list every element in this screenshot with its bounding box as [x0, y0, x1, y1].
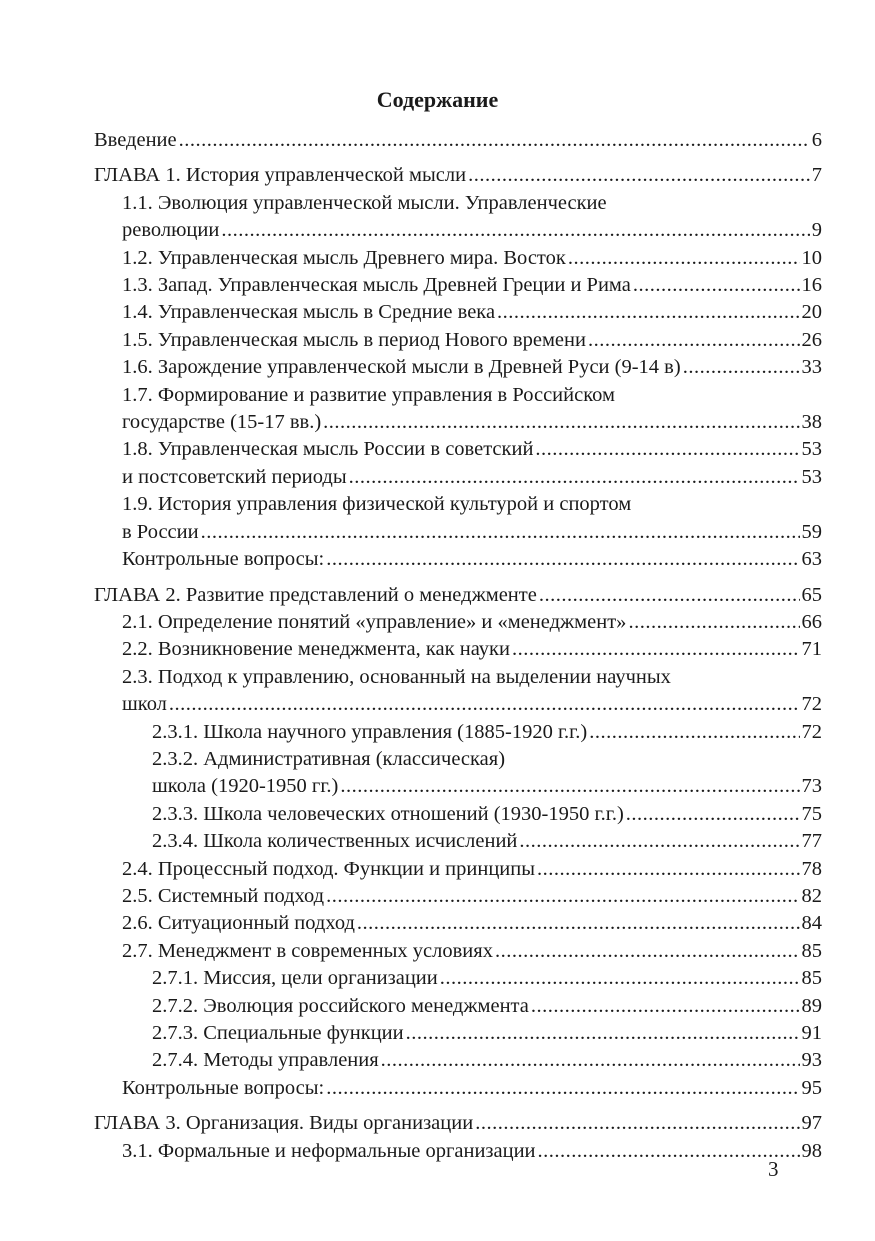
toc-entry-title: в России — [122, 520, 199, 543]
dot-leader — [381, 1047, 800, 1074]
toc-entry[interactable] — [94, 746, 822, 801]
dot-leader — [683, 354, 800, 381]
toc-entry-row — [94, 354, 822, 381]
toc-entry[interactable] — [94, 993, 822, 1020]
dot-leader — [326, 883, 799, 910]
toc-entry-title: Контрольные вопросы: — [122, 548, 325, 571]
toc-entry-page: 93 — [801, 1049, 822, 1072]
toc-entry-page: 20 — [801, 301, 822, 324]
dot-leader — [589, 719, 799, 746]
toc-entry-title: 2.3.3. Школа человеческих отношений (1930-1950 г.г.) — [152, 802, 624, 825]
toc-entry[interactable] — [94, 883, 822, 910]
toc-entry-row — [94, 1020, 822, 1047]
toc-entry-row — [94, 217, 822, 244]
toc-entry-title: 2.7.2. Эволюция российского менеджмента — [152, 994, 529, 1017]
toc-entry-title: 1.2. Управленческая мысль Древнего мира. Восток — [122, 246, 566, 269]
toc-entry-row — [94, 856, 822, 883]
toc-entry-row — [94, 910, 822, 937]
toc-entry-page: 7 — [811, 164, 822, 187]
dot-leader — [340, 773, 799, 800]
toc-entry[interactable] — [94, 272, 822, 299]
toc-entry-page: 65 — [801, 583, 822, 606]
toc-entry-page: 77 — [801, 830, 822, 853]
toc-entry-row — [94, 828, 822, 855]
toc-entry-row — [94, 436, 822, 463]
toc-entry-page: 53 — [801, 465, 822, 488]
toc-entry[interactable] — [94, 382, 822, 437]
dot-leader — [440, 965, 800, 992]
toc-entry-title: 1.6. Зарождение управленческой мысли в Древней Руси (9-14 в) — [122, 356, 681, 379]
toc-entry[interactable] — [94, 162, 822, 189]
toc-entry-title-line: 1.9. История управления физической культурой и спортом — [122, 493, 632, 516]
toc-entry-page: 10 — [801, 246, 822, 269]
toc-entry-page: 85 — [801, 939, 822, 962]
toc-entry-row — [94, 965, 822, 992]
toc-entry[interactable] — [94, 965, 822, 992]
toc-entry-page: 63 — [801, 548, 822, 571]
toc-entry-title: 2.3.1. Школа научного управления (1885-1920 г.г.) — [152, 720, 588, 743]
dot-leader — [357, 910, 800, 937]
toc-entry[interactable] — [94, 190, 822, 245]
dot-leader — [628, 609, 799, 636]
toc-entry-page: 71 — [801, 638, 822, 661]
dot-leader — [633, 272, 800, 299]
dot-leader — [326, 1075, 799, 1102]
toc-entry-title: 2.7.1. Миссия, цели организации — [152, 967, 438, 990]
toc-entry[interactable] — [94, 1075, 822, 1102]
dot-leader — [468, 162, 810, 189]
dot-leader — [497, 299, 799, 326]
toc-entry-title: 1.8. Управленческая мысль России в советский — [122, 438, 534, 461]
page-title: Содержание — [376, 87, 499, 112]
toc-entry-row — [94, 691, 822, 718]
dot-leader — [326, 546, 799, 573]
toc-entry[interactable] — [94, 609, 822, 636]
toc-entry-title: 2.6. Ситуационный подход — [122, 912, 355, 935]
toc-entry-row — [94, 519, 822, 546]
toc-entry-page: 82 — [801, 884, 822, 907]
toc-entry-row — [94, 1047, 822, 1074]
toc-entry-page: 6 — [811, 129, 822, 151]
toc-entry-title-line: 2.3.2. Административная (классическая) — [152, 747, 506, 770]
dot-leader — [539, 582, 800, 609]
toc-entry-title: 1.3. Запад. Управленческая мысль Древней Греции и Рима — [122, 274, 631, 297]
toc-entry-row — [94, 299, 822, 326]
toc-entry[interactable] — [94, 245, 822, 272]
toc-entry[interactable] — [94, 938, 822, 965]
dot-leader — [538, 1138, 800, 1165]
toc-entry-row — [94, 938, 822, 965]
toc-entry-title: 3.1. Формальные и неформальные организации — [122, 1139, 536, 1162]
toc-entry[interactable] — [94, 464, 822, 491]
toc-entry[interactable] — [94, 1047, 822, 1074]
toc-entry-row — [94, 636, 822, 663]
toc-entry-title: 1.4. Управленческая мысль в Средние века — [122, 301, 496, 324]
toc-entry-page: 26 — [801, 328, 822, 351]
dot-leader — [349, 464, 800, 491]
toc-entry-page: 16 — [801, 274, 822, 297]
toc-entry-title: ГЛАВА 1. История управленческой мысли — [94, 164, 467, 187]
toc-entry-page: 33 — [801, 356, 822, 379]
toc-entry[interactable] — [94, 127, 822, 154]
toc-entry[interactable] — [94, 1110, 822, 1137]
toc-entry-row — [94, 719, 822, 746]
toc-entry-title: ГЛАВА 3. Организация. Виды организации — [94, 1112, 474, 1135]
toc-entry-row — [94, 801, 822, 828]
dot-leader — [519, 828, 799, 855]
toc-entry-title: 2.1. Определение понятий «управление» и «менеджмент» — [122, 610, 627, 633]
toc-entry-page: 72 — [801, 693, 822, 716]
toc-entry[interactable] — [94, 636, 822, 663]
toc-entry-row — [94, 409, 822, 436]
toc-entry-title: Введение — [94, 129, 177, 151]
dot-leader — [588, 327, 800, 354]
dot-leader — [512, 636, 800, 663]
toc-entry[interactable] — [94, 491, 822, 546]
toc-entry[interactable] — [94, 719, 822, 746]
toc-entry-row — [94, 582, 822, 609]
toc-entry-title: 2.2. Возникновение менеджмента, как науки — [122, 638, 510, 661]
toc-entry[interactable] — [94, 436, 822, 463]
toc-entry-page: 97 — [801, 1112, 822, 1135]
toc-entry[interactable] — [94, 828, 822, 855]
toc-entry-title: 2.7. Менеджмент в современных условиях — [122, 939, 493, 962]
toc-entry-page: 72 — [801, 720, 822, 743]
dot-leader — [169, 691, 800, 718]
toc-entry[interactable] — [94, 1138, 822, 1165]
toc-entry-title-line: 1.1. Эволюция управленческой мысли. Управленческие — [122, 191, 607, 214]
toc-entry-page: 89 — [801, 994, 822, 1017]
toc-entry[interactable] — [94, 546, 822, 573]
toc-entry-row — [94, 609, 822, 636]
toc-entry[interactable] — [94, 1020, 822, 1047]
toc-entry[interactable] — [94, 910, 822, 937]
toc-entry-title: школа (1920-1950 гг.) — [152, 775, 339, 798]
toc-entry-page: 84 — [801, 912, 822, 935]
toc-entry-row — [94, 127, 822, 154]
toc-entry-row — [94, 1110, 822, 1137]
toc-entry[interactable] — [94, 856, 822, 883]
toc-entry-row — [94, 1138, 822, 1165]
toc-entry-page: 91 — [801, 1022, 822, 1044]
toc-entry[interactable] — [94, 582, 822, 609]
table-of-contents — [94, 127, 822, 1165]
dot-leader — [568, 245, 800, 272]
toc-entry-title: 2.4. Процессный подход. Функции и принципы — [122, 857, 536, 880]
toc-entry-title: Контрольные вопросы: — [122, 1076, 325, 1099]
dot-leader — [495, 938, 800, 965]
toc-entry[interactable] — [94, 299, 822, 326]
toc-entry-title: 1.5. Управленческая мысль в период Нового времени — [122, 328, 586, 351]
toc-entry-page: 78 — [801, 857, 822, 880]
toc-entry-title: и постсоветский периоды — [122, 465, 347, 488]
toc-entry-row — [94, 327, 822, 354]
toc-entry-title: 2.7.4. Методы управления — [152, 1049, 379, 1072]
toc-entry-page: 95 — [801, 1076, 822, 1099]
dot-leader — [535, 436, 799, 463]
toc-entry-title-line: 2.3. Подход к управлению, основанный на выделении научных — [122, 665, 671, 688]
toc-entry-title: школ — [122, 693, 167, 716]
toc-entry[interactable] — [94, 664, 822, 719]
dot-leader — [221, 217, 809, 244]
toc-entry-title-line: 1.7. Формирование и развитие управления в Российском — [122, 383, 615, 406]
toc-entry-row — [94, 464, 822, 491]
toc-entry-title: государстве (15-17 вв.) — [122, 411, 322, 434]
dot-leader — [179, 127, 810, 154]
toc-entry-page: 98 — [801, 1139, 822, 1162]
toc-entry-title: революции — [122, 219, 220, 242]
dot-leader — [201, 519, 800, 546]
toc-entry-page: 66 — [801, 610, 822, 633]
page-number: 3 — [768, 1157, 779, 1181]
toc-entry-page: 9 — [811, 219, 822, 242]
toc-entry-row — [94, 883, 822, 910]
toc-entry-row — [94, 1075, 822, 1102]
dot-leader — [537, 856, 799, 883]
toc-entry-page: 85 — [801, 967, 822, 990]
dot-leader — [406, 1020, 800, 1047]
toc-entry-row — [94, 993, 822, 1020]
toc-entry[interactable] — [94, 801, 822, 828]
toc-entry[interactable] — [94, 354, 822, 381]
toc-entry-title: 2.5. Системный подход — [122, 884, 325, 907]
toc-entry-page: 73 — [801, 775, 822, 798]
toc-entry-row — [94, 546, 822, 573]
toc-entry-row — [94, 162, 822, 189]
toc-entry-page: 38 — [801, 411, 822, 434]
dot-leader — [531, 993, 800, 1020]
dot-leader — [323, 409, 799, 436]
toc-entry-page: 53 — [801, 438, 822, 461]
dot-leader — [475, 1110, 799, 1137]
toc-entry-row — [94, 245, 822, 272]
toc-entry-row — [94, 773, 822, 800]
toc-entry-title: 2.3.4. Школа количественных исчислений — [152, 830, 518, 853]
toc-entry[interactable] — [94, 327, 822, 354]
toc-entry-page: 59 — [801, 520, 822, 543]
toc-entry-title: ГЛАВА 2. Развитие представлений о менеджменте — [94, 583, 537, 606]
toc-entry-page: 75 — [801, 802, 822, 825]
toc-entry-row — [94, 272, 822, 299]
toc-entry-title: 2.7.3. Специальные функции — [152, 1022, 404, 1044]
dot-leader — [626, 801, 800, 828]
